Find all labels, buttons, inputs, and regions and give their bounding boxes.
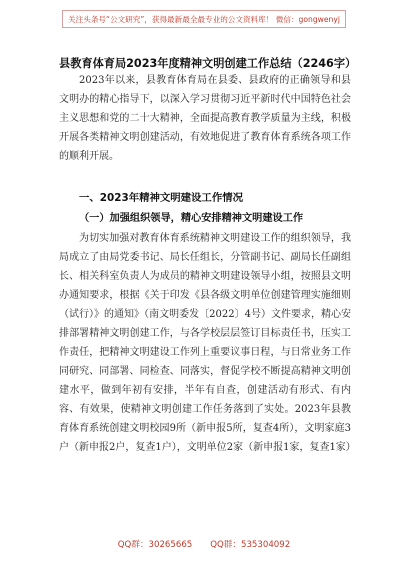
subsection-block — [59, 229, 356, 457]
document-title: 县教育体育局2023年度精神文明创建工作总结（2246字） — [59, 57, 357, 70]
intro-paragraph: 2023年以来，县教育体育局在县委、县政府的正确领导和县文明办的精心指导下，以深入学习贯彻习近平新时代中国特色社会主义思想和党的二十大精神，全面提高教育教学质量为主线，积极开展各类精神文明创建活动，有效地促进了教育体育系统各项工作的顺利开展。 — [59, 75, 351, 162]
promo-banner-text: 关注头条号“公文研究”，获得最新最全最专业的公文资料库！ 微信：gongwenyj — [68, 14, 340, 24]
section-heading: 一、2023年精神文明建设工作情况 — [79, 192, 243, 204]
qq-group-1: QQ群：30265665 — [117, 540, 193, 550]
qq-group-2: QQ群：535304092 — [210, 540, 291, 550]
subsection-heading: （一）加强组织领导，精心安排精神文明建设工作 — [79, 213, 304, 224]
promo-banner — [62, 10, 346, 28]
subsection-paragraph: 为切实加强对教育体育系统精神文明建设工作的组织领导，我局成立了由局党委书记、局长任组长，分管副书记、副局长任副组长、相关科室负责人为成员的精神文明建设领导小组，按照县文明办通知要求，根据《关于印发《县各级文明单位创建管理实施细则（试行）》的通知》（南文明委发〔2022〕4号）文件要求，精心安排部署精神文明创建工作，与各学校层层签订目标责任书，压实工作责任，把精神文明建设工作列上重要议事日程，与日常业务工作同研究、同部署、同检查、同落实，督促学校不断提高精神文明创建水平，做到年初有安排，半年有自查，创建活动有形式、有内容、有效果，使精神文明创建工作任务落到了实处。2023年县教育体育系统创建文明校园9所（新申报5所，复查4所），文明家庭3户（新申报2户，复查1户），文明单位2家（新申报1家，复查1家） — [59, 233, 356, 453]
footer-contacts — [0, 538, 408, 550]
intro-block — [59, 71, 351, 166]
